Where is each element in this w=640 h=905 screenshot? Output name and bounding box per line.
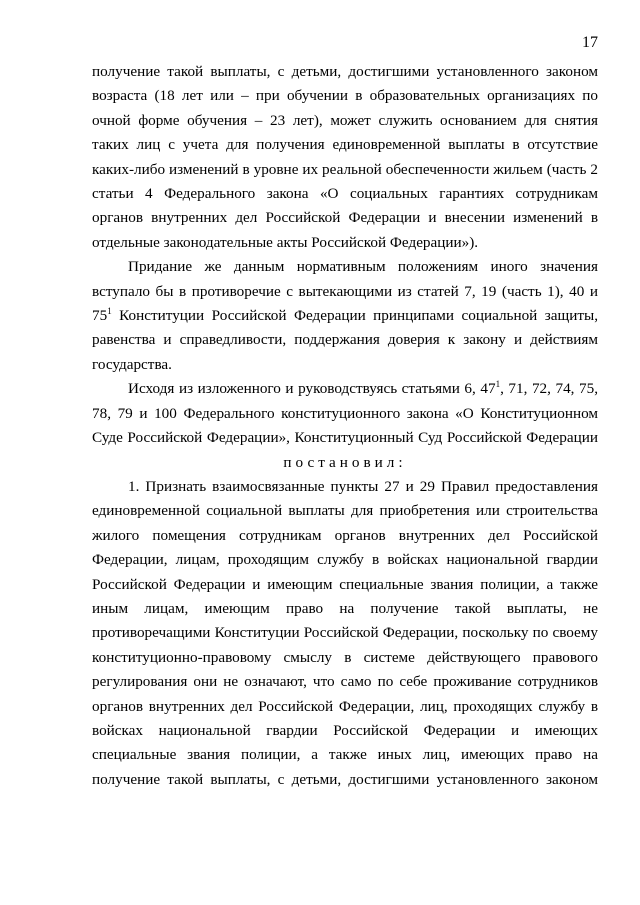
text-line: органов внутренних дел Российской Федерации, лиц, проходящих службу в [92, 697, 598, 715]
text-fragment: , 71, 72, 74, 75, [500, 380, 598, 398]
text-line: Федерации, лицам, проходящим службу в войсках национальной гвардии [92, 551, 598, 569]
text-line: Придание же данным нормативным положениям иного значения [128, 258, 598, 276]
text-line: отдельные законодательные акты Российской Федерации»). [92, 233, 479, 251]
text-line: 1. Признать взаимосвязанные пункты 27 и 29 Правил предоставления [128, 477, 598, 495]
article-number: 75 [92, 307, 108, 325]
text-line: Суде Российской Федерации», Конституционный Суд Российской Федерации [92, 429, 598, 447]
text-fragment: Исходя из изложенного и руководствуясь статьями 6, 47 [128, 380, 496, 398]
text-line: статьи 4 Федерального закона «О социальных гарантиях сотрудникам [92, 185, 598, 203]
text-line: единовременной социальной выплаты для приобретения или строительства [92, 502, 598, 520]
text-line: Российской Федерации и имеющим специальные звания полиции, а также [92, 575, 598, 593]
text-line: очной форме обучения – 23 лет), может служить основанием для снятия [92, 111, 598, 129]
text-line: государства. [92, 355, 172, 373]
text-line: конституционно-правовому смыслу в системе действующего правового [92, 648, 598, 666]
text-fragment: Конституции Российской Федерации принципами социальной защиты, [111, 307, 598, 325]
text-line: возраста (18 лет или – при обучении в образовательных организациях по [92, 87, 598, 105]
text-line: вступало бы в противоречие с вытекающими из статей 7, 19 (часть 1), 40 и [92, 282, 598, 300]
text-line: противоречащими Конституции Российской Федерации, поскольку по своему [92, 624, 598, 642]
text-line: равенства и справедливости, поддержания доверия к закону и действиям [92, 331, 598, 349]
paragraph-interpretation [92, 255, 598, 377]
document-body [92, 60, 598, 792]
text-line [92, 377, 598, 401]
text-line [92, 304, 598, 328]
text-line: иным лицам, имеющим право на получение такой выплаты, не [92, 599, 598, 617]
text-line: получение такой выплаты, с детьми, достигшими установленного законом [92, 63, 598, 80]
paragraph-ruling [92, 475, 598, 792]
text-line: каких-либо изменений в уровне их реальной обеспеченности жильем (часть 2 [92, 160, 598, 178]
text-line: таких лиц с учета для получения единовременной выплаты в отсутствие [92, 136, 598, 154]
superscript: 1 [107, 306, 112, 316]
text-line: войсках национальной гвардии Российской Федерации и имеющих [92, 721, 598, 739]
text-line: получение такой выплаты, с детьми, достигшими установленного законом [92, 770, 598, 788]
text-line: регулирования они не означают, что само по себе проживание сотрудников [92, 673, 598, 691]
text-line: специальные звания полиции, а также иных лиц, имеющих право на [92, 746, 598, 764]
superscript: 1 [495, 379, 501, 390]
text-line: 78, 79 и 100 Федерального конституционного закона «О Конституционном [92, 404, 598, 422]
paragraph-basis [92, 377, 598, 450]
resolution-heading: постановил: [283, 453, 407, 471]
text-line: органов внутренних дел Российской Федерации и внесении изменений в [92, 209, 598, 227]
text-line: жилого помещения сотрудникам органов внутренних дел Российской [92, 526, 598, 544]
page-number: 17 [582, 34, 598, 51]
paragraph-continuation [92, 60, 598, 255]
resolution-heading-paragraph [92, 451, 598, 475]
